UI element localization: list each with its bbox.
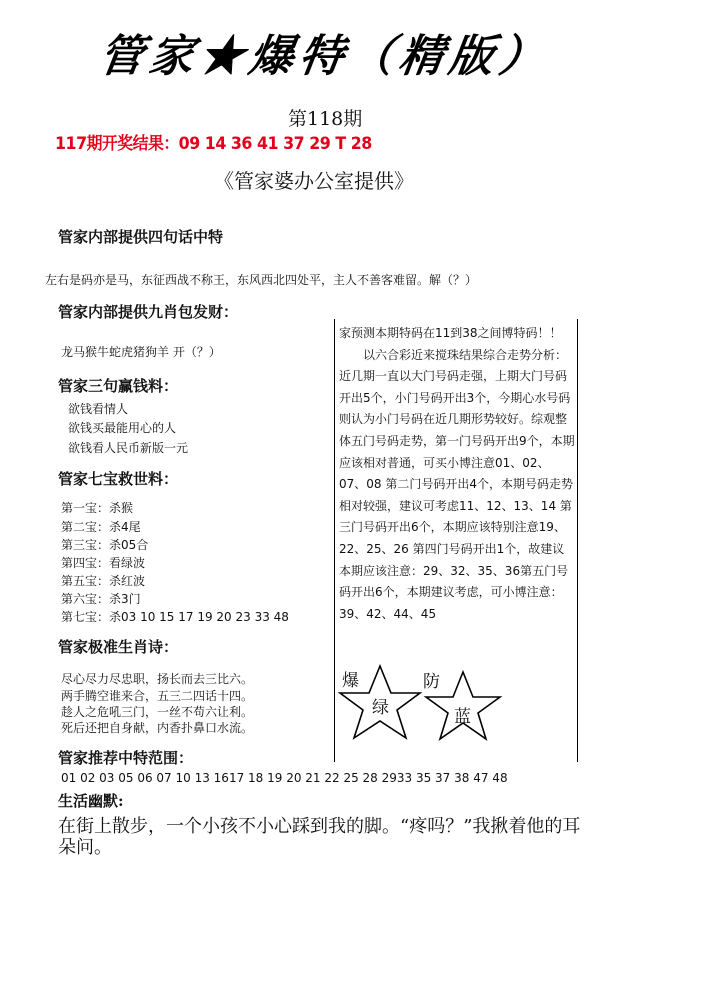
four-lines-text: 左右是码亦是马，东征西战不称王，东风西北四处平，主人不善客难留。解（？） xyxy=(45,273,478,287)
treasure-item: 第七宝：杀03 10 15 17 19 20 23 33 48 xyxy=(61,610,289,624)
provider-line: 《管家婆办公室提供》 xyxy=(214,169,414,193)
tag-left: 爆 xyxy=(342,671,359,691)
nine-zodiac-heading: 管家内部提供九肖包发财： xyxy=(58,303,239,321)
treasure-item: 第四宝：看绿波 xyxy=(61,556,146,570)
three-lines-line: 欲钱买最能用心的人 xyxy=(68,421,177,435)
poem-line: 两手腾空谁来合，五三二四话十四。 xyxy=(61,689,254,703)
seven-treasures-heading: 管家七宝救世料： xyxy=(58,470,179,488)
poem-line: 趁人之危吼三门，一丝不苟六让利。 xyxy=(61,705,254,719)
treasure-item: 第三宝：杀05合 xyxy=(61,538,149,552)
analysis-prediction: 家预测本期特码在11到38之间博特码！！ xyxy=(339,326,562,340)
range-numbers: 01 02 03 05 06 07 10 13 1617 18 19 20 21 22 25 28 2933 35 37 38 47 48 xyxy=(61,771,508,785)
three-lines-line: 欲钱看人民币新版一元 xyxy=(68,441,189,455)
previous-result: 117期开奖结果：09 14 36 41 37 29 T 28 xyxy=(55,134,372,154)
treasure-item: 第六宝：杀3门 xyxy=(61,592,141,606)
tag-right: 防 xyxy=(423,672,440,692)
poem-line: 尽心尽力尽忠职，扬长而去三比六。 xyxy=(61,672,254,686)
star-area xyxy=(336,660,576,760)
poem-heading: 管家极准生肖诗： xyxy=(58,638,179,656)
treasure-item: 第二宝：杀4尾 xyxy=(61,520,141,534)
humor-heading: 生活幽默: xyxy=(58,792,124,810)
humor-text: 在街上散步，一个小孩不小心踩到我的脚。“疼吗？”我揪着他的耳朵问。 xyxy=(58,816,581,858)
three-lines-heading: 管家三句赢钱料： xyxy=(58,377,179,395)
page-title: 管家★爆特（精版） xyxy=(95,31,553,82)
star-left-label: 绿 xyxy=(372,698,389,718)
treasure-item: 第五宝：杀红波 xyxy=(61,574,146,588)
analysis-body: 以六合彩近来搅珠结果综合走势分析：近几期一直以大门号码走强，上期大门号码开出5个，小门号码开出3个，今期心水号码则认为小门号码在近几期形势较好。综观整体五门号码走势，第一门号码开出9个，本期应该相对普通，可买小博注意01、02、07、08 第二门号码开出4个，本期号码走势相对较强，建议可考虑11、12、13、14 第三门号码开出6个，本期应该特别注意19、22、25、26 第四门号码开出1个，故建议本期应该注意：29、32、35、36第五门号码开出6个，本期建议考虑，可小博注意：39、42、44、45 xyxy=(339,347,575,621)
treasure-item: 第一宝：杀猴 xyxy=(61,501,134,515)
analysis-text xyxy=(339,323,575,625)
star-right-label: 蓝 xyxy=(454,707,471,727)
nine-zodiac-text: 龙马猴牛蛇虎猪狗羊 开（？） xyxy=(61,345,221,359)
issue-number: 第118期 xyxy=(288,108,363,130)
poem-line: 死后还把自身献，内香扑鼻口水流。 xyxy=(61,721,254,735)
three-lines-line: 欲钱看情人 xyxy=(68,402,129,416)
range-heading: 管家推荐中特范围： xyxy=(58,749,194,767)
four-lines-heading: 管家内部提供四句话中特 xyxy=(58,228,224,246)
